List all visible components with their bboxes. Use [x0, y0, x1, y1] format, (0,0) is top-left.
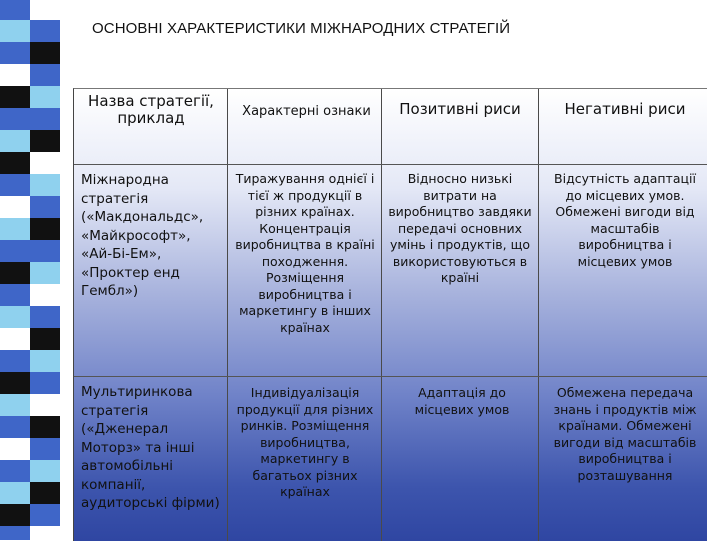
row-divider [74, 164, 707, 165]
column-divider [227, 89, 228, 541]
header-name: Назва стратегії, приклад [88, 92, 214, 127]
decorative-stripe [0, 0, 62, 540]
header-negative: Негативні риси [564, 100, 686, 118]
header-features: Характерні ознаки [242, 104, 371, 119]
row2-features: Індивідуалізація продукції для різних ринків. Розміщення виробництва, маркетингу в багатьох різних країнах [236, 385, 374, 499]
row1-negative: Відсутність адаптації до місцевих умов. Обмежені вигоди від масштабів виробництва і місцевих умов [554, 171, 696, 269]
page-title: ОСНОВНІ ХАРАКТЕРИСТИКИ МІЖНАРОДНИХ СТРАТЕГІЙ [92, 20, 511, 37]
row1-positive: Відносно низькі витрати на виробництво завдяки передачі основних умінь і продуктів, що використовуються в країні [388, 171, 532, 285]
column-divider [538, 89, 539, 541]
row-divider [74, 376, 707, 377]
row1-features: Тиражування однієї і тієї ж продукції в різних країнах. Концентрація виробництва в країні походження. Розміщення виробництва і маркетингу в інших країнах [235, 171, 375, 335]
header-positive: Позитивні риси [399, 100, 521, 118]
column-divider [381, 89, 382, 541]
strategies-table [73, 88, 707, 541]
row2-negative: Обмежена передача знань і продуктів між країнами. Обмежені вигоди від масштабів виробництва і розташування [553, 385, 697, 483]
row2-name: Мультиринкова стратегія («Дженерал Моторз» та інші автомобільні компанії, аудиторські фірми) [81, 384, 220, 511]
row1-name: Міжнародна стратегія («Макдональдс», «Майкрософт», «Ай-Бі-Ем», «Проктер енд Гембл») [81, 172, 204, 299]
row2-positive: Адаптація до місцевих умов [414, 385, 510, 417]
